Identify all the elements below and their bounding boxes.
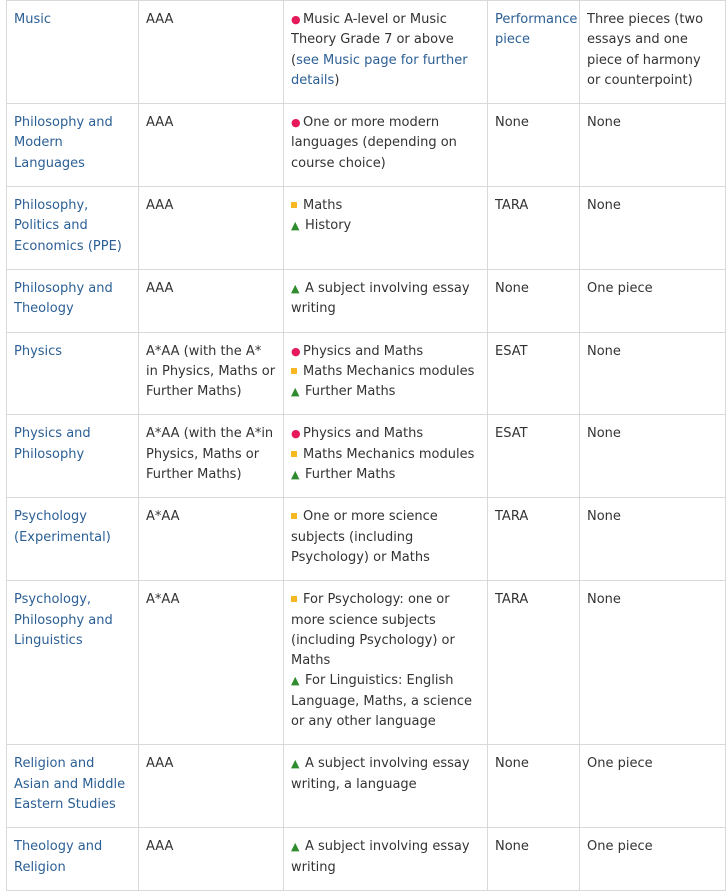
- see-music-page-link[interactable]: see Music page for further details: [291, 52, 468, 88]
- table-row: [7, 104, 726, 187]
- course-cell: [7, 581, 139, 745]
- admissions-test-cell: ESAT: [488, 332, 580, 415]
- recommended-square-icon: [291, 513, 297, 519]
- table-row: [7, 269, 726, 332]
- table-row: [7, 187, 726, 270]
- grades-cell: AAA: [139, 828, 284, 891]
- helpful-triangle-icon: ▲: [291, 757, 300, 771]
- essential-dot-icon: ●: [291, 427, 301, 441]
- grades-cell: AAA: [139, 1, 284, 104]
- table-row: [7, 332, 726, 415]
- essential-dot-icon: ●: [291, 13, 301, 26]
- course-link[interactable]: Music: [14, 12, 51, 27]
- grades-cell: AAA: [139, 745, 284, 828]
- subject-requirement: [291, 424, 480, 444]
- written-work-cell: None: [580, 104, 726, 187]
- subjects-cell: [284, 332, 488, 415]
- subject-requirement: [291, 590, 480, 671]
- written-work-cell: One piece: [580, 745, 726, 828]
- subject-requirement: [291, 837, 480, 878]
- subject-requirement: [291, 754, 480, 795]
- course-cell: [7, 187, 139, 270]
- subject-text: For Linguistics: English Language, Maths, a science or any other language: [291, 673, 472, 730]
- subject-text: Maths: [303, 198, 343, 214]
- written-work-cell: None: [580, 581, 726, 745]
- admissions-test-cell: ESAT: [488, 415, 580, 498]
- grades-cell: AAA: [139, 187, 284, 270]
- admissions-test-cell: None: [488, 104, 580, 187]
- table-row: [7, 745, 726, 828]
- written-work-cell: None: [580, 332, 726, 415]
- helpful-triangle-icon: ▲: [291, 468, 300, 482]
- subject-text: A subject involving essay writing, a language: [291, 756, 470, 792]
- subjects-cell: [284, 104, 488, 187]
- subjects-cell: [284, 828, 488, 891]
- grades-cell: AAA: [139, 104, 284, 187]
- subject-text-after: ): [334, 72, 340, 88]
- course-cell: [7, 415, 139, 498]
- subject-text: Further Maths: [305, 467, 396, 483]
- subject-requirement: [291, 362, 480, 382]
- essential-dot-icon: ●: [291, 344, 301, 358]
- subject-requirement: [291, 671, 480, 732]
- course-cell: [7, 498, 139, 581]
- course-link[interactable]: Philosophy, Politics and Economics (PPE): [14, 198, 122, 254]
- subject-text: One or more science subjects (including Psychology) or Maths: [291, 509, 438, 565]
- subject-requirement: [291, 196, 480, 216]
- grades-cell: A*AA: [139, 498, 284, 581]
- subject-text: Music A-level or Music Theory Grade 7 or above (: [291, 12, 454, 68]
- written-work-cell: None: [580, 187, 726, 270]
- course-cell: [7, 104, 139, 187]
- grades-cell: A*AA (with the A*in Physics, Maths or Further Maths): [139, 415, 284, 498]
- course-cell: [7, 332, 139, 415]
- subjects-cell: [284, 498, 488, 581]
- subject-text: Physics and Maths: [303, 426, 424, 442]
- course-link[interactable]: Psychology, Philosophy and Linguistics: [14, 592, 113, 648]
- admissions-test-cell: None: [488, 745, 580, 828]
- subject-text: One or more modern languages (depending on course choice): [291, 115, 457, 171]
- recommended-square-icon: [291, 596, 297, 602]
- recommended-square-icon: [291, 451, 297, 457]
- courses-table: [6, 0, 726, 891]
- written-work-cell: Three pieces (two essays and one piece of harmony or counterpoint): [580, 1, 726, 104]
- subject-requirement: [291, 382, 480, 402]
- written-work-cell: One piece: [580, 269, 726, 332]
- grades-cell: AAA: [139, 269, 284, 332]
- recommended-square-icon: [291, 202, 297, 208]
- subjects-cell: [284, 415, 488, 498]
- written-work-cell: None: [580, 415, 726, 498]
- subject-requirement: [291, 507, 480, 568]
- subject-requirement: [291, 342, 480, 362]
- essential-dot-icon: ●: [291, 116, 301, 130]
- subject-text: For Psychology: one or more science subjects (including Psychology) or Maths: [291, 592, 455, 669]
- subject-requirement: [291, 279, 480, 320]
- admissions-test-cell: None: [488, 269, 580, 332]
- subject-requirement: [291, 216, 480, 236]
- admissions-test-cell: [488, 1, 580, 104]
- course-cell: [7, 828, 139, 891]
- subject-requirement: [291, 10, 480, 91]
- admissions-test-cell: TARA: [488, 498, 580, 581]
- admissions-test-cell: TARA: [488, 581, 580, 745]
- subjects-cell: [284, 745, 488, 828]
- recommended-square-icon: [291, 368, 297, 374]
- helpful-triangle-icon: ▲: [291, 385, 300, 399]
- table-row: [7, 828, 726, 891]
- subject-text: A subject involving essay writing: [291, 280, 470, 317]
- subject-text: A subject involving essay writing: [291, 839, 470, 875]
- written-work-cell: One piece: [580, 828, 726, 891]
- table-body: [7, 1, 726, 891]
- table-row: [7, 498, 726, 581]
- subject-text: Further Maths: [305, 384, 396, 400]
- course-link[interactable]: Theology and Religion: [14, 839, 103, 875]
- course-link[interactable]: Psychology (Experimental): [14, 509, 111, 545]
- subjects-cell: [284, 581, 488, 745]
- admissions-test-cell: None: [488, 828, 580, 891]
- subjects-cell: [284, 1, 488, 104]
- course-link[interactable]: Religion and Asian and Middle Eastern Studies: [14, 756, 126, 812]
- subject-requirement: [291, 445, 480, 465]
- grades-cell: A*AA: [139, 581, 284, 745]
- subject-text: Physics and Maths: [303, 343, 424, 359]
- subjects-cell: [284, 187, 488, 270]
- subject-text: History: [305, 218, 352, 234]
- helpful-triangle-icon: ▲: [291, 281, 300, 295]
- course-link[interactable]: Physics: [14, 343, 63, 359]
- course-link[interactable]: Philosophy and Modern Languages: [14, 115, 113, 171]
- subjects-cell: [284, 269, 488, 332]
- helpful-triangle-icon: ▲: [291, 219, 300, 233]
- helpful-triangle-icon: ▲: [291, 840, 300, 854]
- admissions-test-cell: TARA: [488, 187, 580, 270]
- table-row: [7, 1, 726, 104]
- written-work-cell: None: [580, 498, 726, 581]
- table-row: [7, 581, 726, 745]
- subject-text: Maths Mechanics modules: [303, 446, 475, 462]
- course-cell: [7, 745, 139, 828]
- course-cell: [7, 1, 139, 104]
- helpful-triangle-icon: ▲: [291, 674, 300, 688]
- course-cell: [7, 269, 139, 332]
- subject-requirement: [291, 113, 480, 174]
- grades-cell: A*AA (with the A* in Physics, Maths or Further Maths): [139, 332, 284, 415]
- admissions-test-link[interactable]: Performance piece: [495, 12, 578, 48]
- table-row: [7, 415, 726, 498]
- course-link[interactable]: Physics and Philosophy: [14, 426, 91, 462]
- subject-requirement: [291, 465, 480, 485]
- course-link[interactable]: Philosophy and Theology: [14, 280, 113, 317]
- subject-text: Maths Mechanics modules: [303, 363, 475, 379]
